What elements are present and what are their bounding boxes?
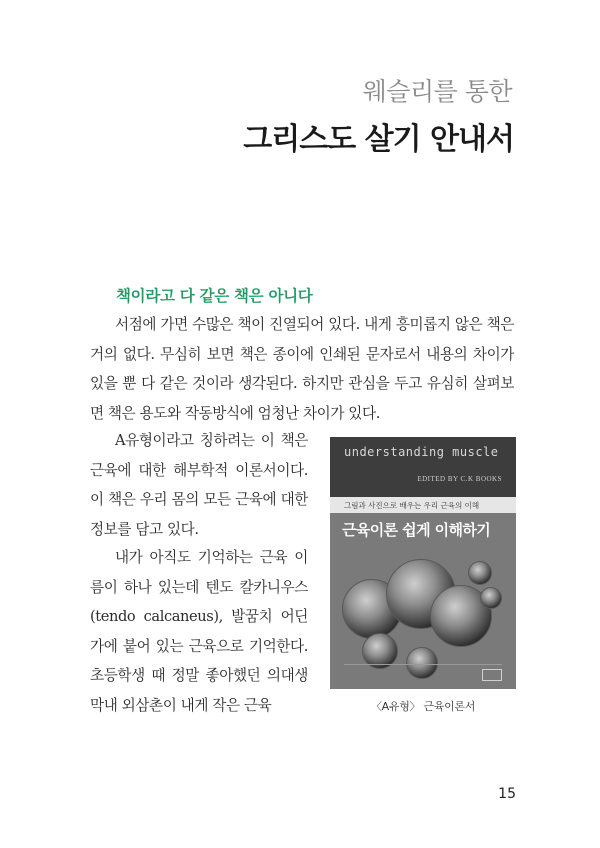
section-heading: 책이라고 다 같은 책은 아니다	[116, 287, 313, 305]
publisher-logo-icon	[482, 669, 502, 681]
cover-tagline-band	[330, 497, 516, 513]
figure-caption: 〈A유형〉 근육이론서	[370, 700, 476, 713]
cover-divider	[344, 664, 502, 665]
body-paragraph-3: 내가 아직도 기억하는 근육 이름이 하나 있는데 텐도 칼카니우스(tendo calcaneus), 발꿈치 어딘가에 붙어 있는 근육으로 기억한다. 초등학생 때 정말 좋아했던 의대생 막내 외삼촌이 내게 작은 근육	[90, 549, 308, 714]
book-title: 그리스도 살기 안내서	[243, 122, 514, 157]
cover-editor: EDITED BY C.K BOOKS	[417, 475, 502, 483]
body-paragraph-2: A유형이라고 칭하려는 이 책은 근육에 대한 해부학적 이론서이다. 이 책은 우리 몸의 모든 근육에 대한 정보를 담고 있다.	[90, 432, 308, 538]
cover-title: 근육이론 쉽게 이해하기	[342, 521, 491, 539]
cover-photo-circle	[480, 587, 502, 609]
book-subtitle: 웨슬리를 통한	[362, 77, 512, 106]
body-paragraph-1: 서점에 가면 수많은 책이 진열되어 있다. 내게 흥미롭지 않은 책은 거의 없다. 무심히 보면 책은 종이에 인쇄된 문자로서 내용의 차이가 있을 뿐 다 같은 것이라 생각된다. 하지만 관심을 두고 유심히 살펴보면 책은 용도와 작동방식에 엄청난 차이가 있다.	[90, 316, 514, 422]
cover-photo-circle	[406, 647, 438, 679]
cover-series-title: understanding muscle	[344, 445, 499, 459]
cover-photo-circle	[468, 561, 492, 585]
book-cover-figure	[330, 437, 516, 689]
cover-tagline: 그림과 사진으로 배우는 우리 근육의 이해	[344, 501, 480, 510]
cover-header-band	[330, 437, 516, 497]
page-number: 15	[498, 786, 516, 802]
